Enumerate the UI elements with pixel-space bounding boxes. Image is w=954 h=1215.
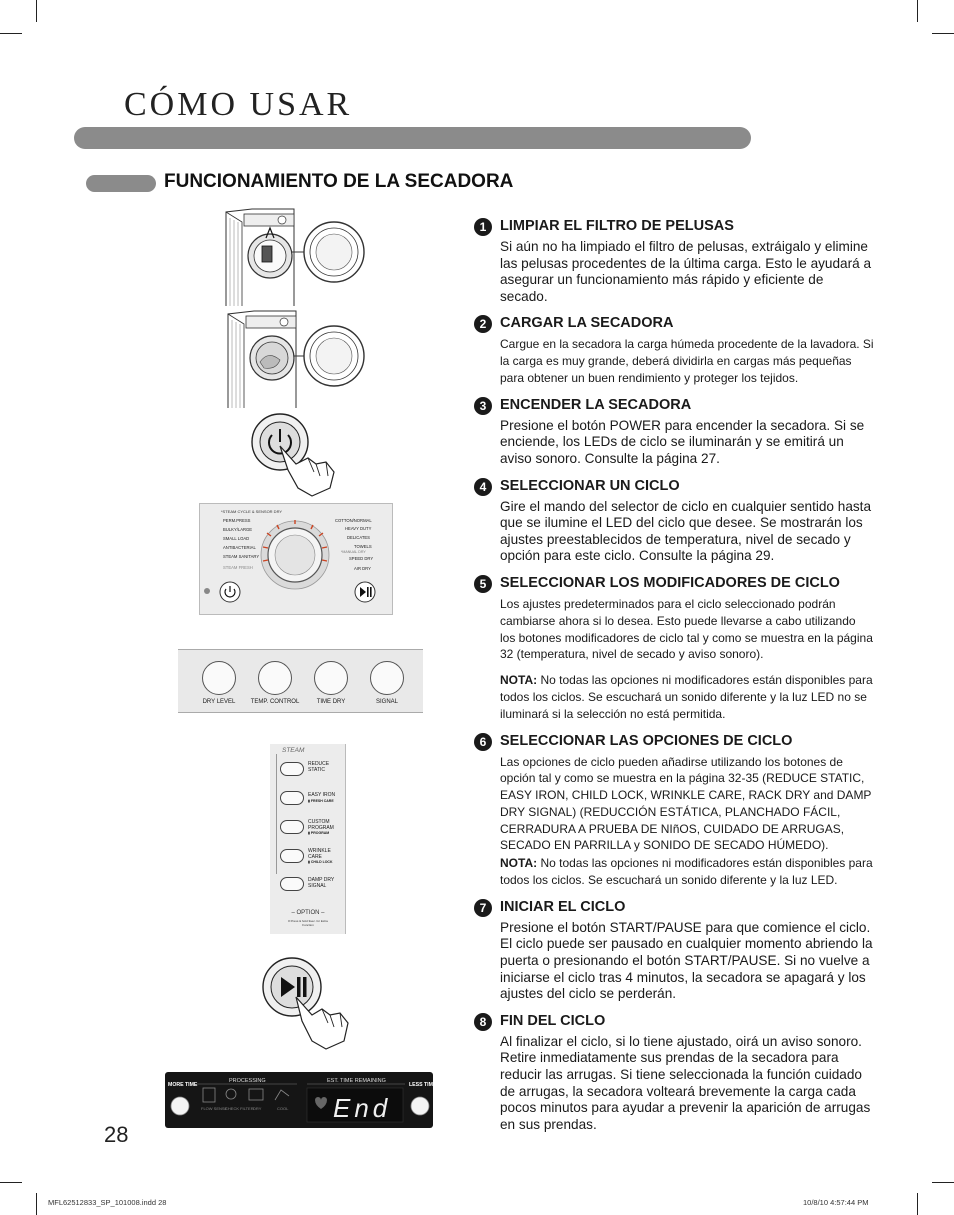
page-number: 28 [104,1122,129,1147]
stage-label: DRY [253,1106,262,1111]
crop-mark [917,1193,918,1215]
remaining-label: EST. TIME REMAINING [327,1078,386,1084]
option-panel [270,744,346,934]
modifier-label: DRY LEVEL [202,699,236,705]
step-title: CARGAR LA SECADORA [500,315,674,332]
wrinkle-care-button[interactable] [280,849,304,863]
option-row [280,848,346,870]
stage-label: COOL [277,1106,289,1111]
step-note [500,855,874,889]
step-number: 3 [474,397,492,415]
modifier-panel [178,649,423,713]
option-row [280,761,346,783]
step-3 [474,396,874,468]
footer-timestamp: 10/8/10 4:57:44 PM [803,1198,869,1207]
reduce-static-button[interactable] [280,762,304,776]
step-body: Las opciones de ciclo pueden añadirse utilizando los botones de opción tal y como se muestra en la página 32-35 (REDUCE STATIC, EASY IRON, CHILD LOCK, WRINKLE CARE, RACK DRY and DAMP DRY SIGNAL) (REDUCCIÓN ESTÁTICA, PLANCHADO FÁCIL, CERRADURA A PRUEBA DE NIñOS, CUIDADO DE ARRUGAS, SECADO EN PARRILLA y SONIDO DE SECADO HÚMEDO). [500,754,872,853]
step-title: INICIAR EL CICLO [500,898,626,915]
step-7 [474,898,874,1003]
modifier-label: TEMP. CONTROL [250,699,300,705]
manual-dry-label: *MANUAL DRY [341,550,366,554]
step-body: Los ajustes predeterminados para el ciclo seleccionado podrán cambiarse ahora si lo desea. Esto puede llevarse a cabo utilizando los botones modificadores de ciclo tal y como se muestra en la página 32 (temperatura, nivel de secado y aviso sonoro). [500,596,873,662]
step-note [500,672,874,722]
step-6 [474,732,874,889]
page-title: CÓMO USAR [124,86,353,123]
modifier-label: TIME DRY [316,699,346,705]
option-label: CARE [308,854,322,860]
option-label: STATIC [308,767,326,773]
easy-iron-button[interactable] [280,791,304,805]
cycle-label: HEAVY DUTY [345,526,372,531]
crop-mark [932,1182,954,1183]
crop-mark [36,0,37,22]
custom-program-button[interactable] [280,820,304,834]
crop-mark [36,1193,37,1215]
option-label: PROGRAM [308,825,334,831]
dial-panel-header: *STEAM CYCLE & SENSOR DRY [221,509,283,514]
option-footer-note: # Press & hold 3sec. for Extra Function [288,919,328,927]
end-readout: End [333,1093,392,1123]
step-body: Presione el botón POWER para encender la secadora. Si se enciende, los LEDs de ciclo se iluminarán y se emitirá un aviso sonoro. Consulte la página 27. [500,417,865,466]
power-button-illustration [250,408,358,500]
step-body: Gire el mando del selector de ciclo en cualquier sentido hasta que se ilumine el LED del ciclo que desee. Se mostrarán los ajustes preestablecidos de temperatura, nivel de secado y opción para este ciclo. Consulte la página 29. [500,498,872,564]
note-label: NOTA: [500,856,538,871]
steam-bracket [276,754,277,874]
note-text: No todas las opciones ni modificadores están disponibles para todos los ciclos. Se escuchará un sonido diferente y la luz LED. [500,856,873,888]
signal-button[interactable] [370,661,404,695]
step-body: Presione el botón START/PAUSE para que comience el ciclo. El ciclo puede ser pausado en cualquier momento abriendo la puerta o presionando el botón START/PAUSE. Si no vuelve a iniciarse el ciclo tras 4 minutos, la secadora se apagará y los ajustes del ciclo se perderán. [500,919,873,1002]
step-1 [474,217,874,305]
option-label: CUSTOM [308,819,330,825]
step-number: 6 [474,733,492,751]
option-label: EASY IRON [308,792,336,798]
step-number: 2 [474,315,492,333]
step-2 [474,314,874,386]
dryer-load-illustration [224,310,368,408]
option-footer: – OPTION – [291,910,325,916]
cycle-label: COTTON/NORMAL [335,518,372,523]
step-title: FIN DEL CICLO [500,1012,606,1029]
section-pill [86,175,156,192]
cycle-label: AIR DRY [354,566,371,571]
option-row [280,790,346,812]
step-title: LIMPIAR EL FILTRO DE PELUSAS [500,218,734,234]
note-label: NOTA: [500,673,538,688]
step-8 [474,1012,874,1134]
step-4 [474,477,874,565]
dryer-lint-filter-illustration [222,208,368,306]
step-title: SELECCIONAR LOS MODIFICADORES DE CICLO [500,574,840,591]
dry-level-button[interactable] [202,661,236,695]
cycle-dial-panel [199,503,393,615]
step-number: 7 [474,899,492,917]
step-title: ENCENDER LA SECADORA [500,396,692,413]
cycle-label: STEAM FRESH [223,565,253,570]
steam-label: STEAM [282,747,305,754]
step-body: Si aún no ha limpiado el filtro de pelusas, extráigalo y elimine las pelusas procedentes de la última carga. Esto le ayudará a asegurar un funcionamiento más rápido y eficiente de secado. [500,239,872,304]
modifier-label: SIGNAL [375,699,398,705]
step-number: 5 [474,575,492,593]
processing-label: PROCESSING [229,1078,266,1084]
option-label: WRINKLE [308,848,331,854]
step-5 [474,574,874,723]
less-time-label: LESS TIME [409,1082,437,1088]
more-time-label: MORE TIME [168,1082,198,1088]
note-text: No todas las opciones ni modificadores están disponibles para todos los ciclos. Se escuchará un sonido diferente y la luz LED no se iluminará si la selección no está permitida. [500,673,873,721]
option-sublabel: ▮ CHILD LOCK [308,860,333,864]
cycle-label: TOWELS [354,544,372,549]
time-dry-button[interactable] [314,661,348,695]
start-pause-illustration [256,955,364,1053]
crop-mark [0,1182,22,1183]
option-row [280,876,346,898]
option-label: REDUCE [308,761,330,767]
cycle-label: SMALL LOAD [223,536,250,541]
step-title: SELECCIONAR LAS OPCIONES DE CICLO [500,732,793,749]
section-title: FUNCIONAMIENTO DE LA SECADORA [164,171,514,192]
step-number: 1 [474,218,492,236]
step-number: 4 [474,478,492,496]
cycle-label: DELICATES [347,535,370,540]
cycle-label: PERM.PRESS [223,518,251,523]
footer-file-name: MFL62512833_SP_101008.indd 28 [48,1198,167,1207]
step-body: Al finalizar el ciclo, si lo tiene ajustado, oirá un aviso sonoro. Retire inmediatamente sus prendas de la secadora para reducir las arrugas. Si tiene seleccionada la función cuidado de arrugas, la secadora volteará brevemente la carga cada pocos minutos para ayudar a prevenir la aparición de arrugas en sus prendas. [500,1033,871,1132]
step-number: 8 [474,1013,492,1031]
steps-column [474,217,874,1142]
step-title: SELECCIONAR UN CICLO [500,477,680,494]
option-row [280,819,346,841]
crop-mark [932,33,954,34]
option-sublabel: ▮ PROGRAM [308,831,330,835]
stage-label: CHECK FILTER [225,1106,254,1111]
cycle-label: SPEED DRY [349,556,374,561]
cycle-label: ANTIBACTERIAL [223,545,256,550]
display-panel [165,1072,437,1128]
crop-mark [917,0,918,22]
title-bar [74,127,751,149]
step-body: Cargue en la secadora la carga húmeda procedente de la lavadora. Si la carga es muy grande, deberá dividirla en cargas más pequeñas para obtener un buen rendimiento y proteger los tejidos. [500,337,874,385]
option-label: SIGNAL [308,883,327,889]
cycle-label: STEAM SANITARY [223,554,260,559]
option-sublabel: ▮ FRESH CARE [308,799,334,803]
cycle-label: BULKY/LARGE [223,527,253,532]
option-label: DAMP DRY [308,877,335,883]
crop-mark [0,33,22,34]
stage-label: FLOW SENSE [201,1106,228,1111]
temp-control-button[interactable] [258,661,292,695]
damp-dry-signal-button[interactable] [280,877,304,891]
